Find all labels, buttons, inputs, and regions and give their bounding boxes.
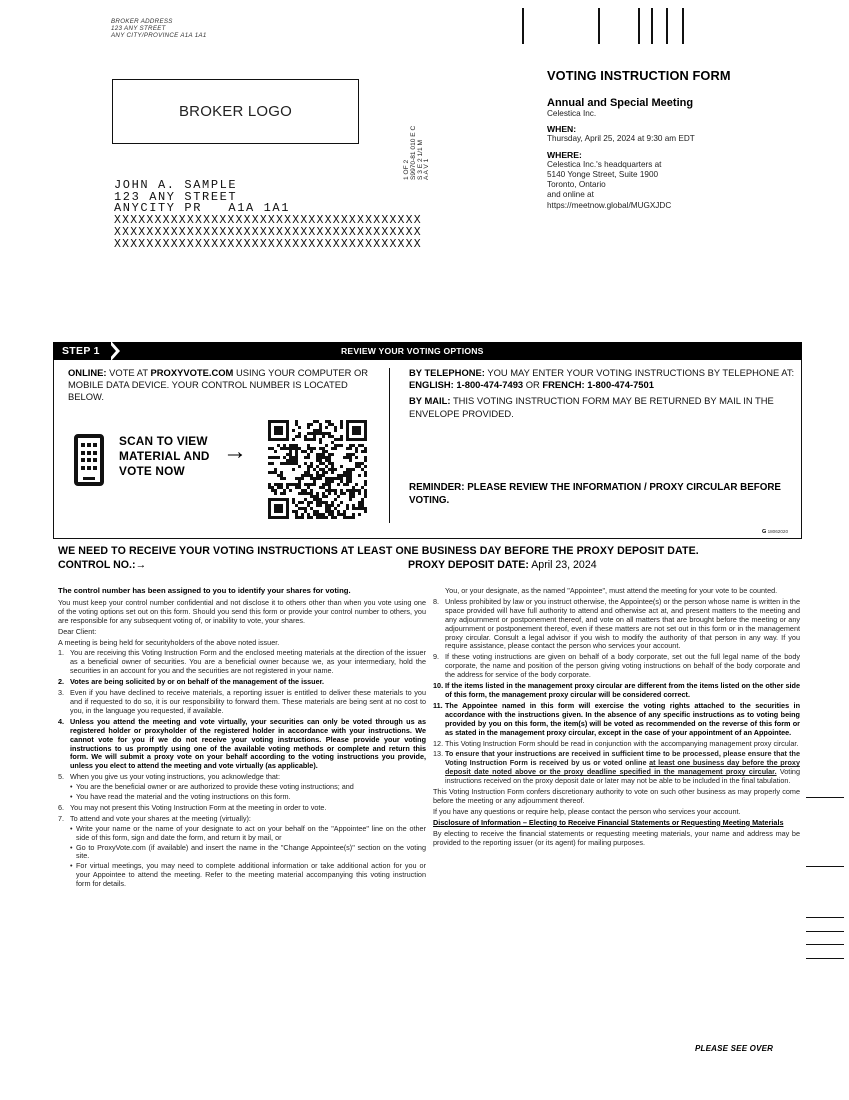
- recipient-street: 123 ANY STREET: [114, 189, 238, 204]
- online-option: [68, 367, 384, 404]
- disclosure-title: Disclosure of Information – Electing to Receive Financial Statements or Requesting Meeting Materials: [433, 817, 784, 827]
- mail-text: THIS VOTING INSTRUCTION FORM MAY BE RETURNED BY MAIL IN THE ENVELOPE PROVIDED.: [409, 395, 774, 419]
- broker-logo: BROKER LOGO: [112, 79, 359, 144]
- list-item-text: Voting instructions received on the proxy deposit date or later may not be able to be included in the final tabulation.: [445, 767, 801, 786]
- instructions-left-column: [58, 587, 426, 891]
- step-title: REVIEW YOUR VOTING OPTIONS: [341, 346, 484, 356]
- list-item-text: Unless you attend the meeting and vote virtually, your securities can only be voted through us as registered holder or proxyholder of the registered holder in accordance with your instructions. We cannot vote for you if we do not receive your voting instructions. Please provide your voting instructions to us promptly using one of the available voting methods or complete and return this form. We will submit a proxy vote on your behalf according to the voting instructions you provide, unless you elect to attend the meeting and vote virtually (as applicable).: [70, 716, 426, 771]
- list-item-text: You may not present this Voting Instruction Form at the meeting in order to vote.: [70, 802, 327, 812]
- where-line: Toronto, Ontario: [547, 180, 606, 190]
- company-name: Celestica Inc.: [547, 109, 597, 118]
- online-label: ONLINE:: [68, 367, 107, 378]
- when-value: Thursday, April 25, 2024 at 9:30 am EDT: [547, 134, 695, 144]
- list-item-text-bold: To ensure that your instructions are received in sufficient time to be processed, please ensure that the Voting Instruction Form is received by us or voted online: [445, 749, 800, 768]
- list-item-text: You are receiving this Voting Instruction Form and the enclosed meeting materials at the direction of the issuer as a beneficial owner of securities. You are a beneficial owner because we, as your intermediary, hold the securities in an account for you and the securities are not registered in your name.: [70, 648, 426, 676]
- form-title: VOTING INSTRUCTION FORM: [547, 68, 731, 83]
- meeting-type: Annual and Special Meeting: [547, 97, 694, 109]
- arrow-right-icon: →: [223, 438, 247, 465]
- vertical-code-line: A A V 1: [423, 158, 431, 180]
- list-item: 2. Votes are being solicited by or on behalf of the management of the issuer.: [58, 677, 325, 687]
- english-phone[interactable]: 1-800-474-7493: [456, 379, 524, 391]
- mobile-phone-icon: [74, 434, 104, 486]
- list-item: 9. If these voting instructions are given on behalf of a body corporate, set out the full legal name of the body corporate, the name and position of the person giving voting instructions on behalf of the body corporate and the address for service of the body corporate.: [433, 652, 800, 680]
- instruction-list-continued: [433, 598, 800, 786]
- list-item: 6. You may not present this Voting Instruction Form at the meeting in order to vote.: [58, 802, 327, 812]
- meeting-notice: A meeting is being held for securityholders of the above noted issuer.: [58, 637, 280, 647]
- french-label: FRENCH:: [542, 379, 585, 391]
- list-item-text: The Appointee named in this form will exercise the voting rights attached to the securities in accordance with the instructions given. In the absence of any specific instructions as to voting being provided by you on this form, the item(s) will be voted as recommended on the reverse of this form or as stated in the management proxy circular, except in the case of your appointment of an Appointee.: [445, 700, 800, 737]
- proxy-deposit-date: [408, 559, 597, 571]
- telephone-text: YOU MAY ENTER YOUR VOTING INSTRUCTIONS BY TELEPHONE AT:: [487, 367, 795, 378]
- list-item-text: If the items listed in the management proxy circular are different from the items listed on the other side of this form, the management proxy circular will be considered correct.: [445, 681, 800, 699]
- control-number-lead: The control number has been assigned to you to identify your shares for voting.: [58, 586, 351, 595]
- step-arrow-icon-inner: [109, 343, 116, 359]
- margin-mark: [806, 944, 844, 945]
- deadline-notice: WE NEED TO RECEIVE YOUR VOTING INSTRUCTIONS AT LEAST ONE BUSINESS DAY BEFORE THE PROXY DEPOSIT DATE.: [58, 545, 699, 557]
- where-line: and online at: [547, 190, 594, 200]
- list-item-text-underlined: at least one business day before the proxy deposit date noted above or the proxy deadline specified in the management proxy circular.: [445, 758, 800, 777]
- instruction-list: [58, 649, 426, 889]
- telephone-option: [409, 367, 797, 391]
- meeting-info: [547, 97, 817, 211]
- list-item: 4. Unless you attend the meeting and vote virtually, your securities can only be voted through us as registered holder or proxyholder of the registered holder in accordance with your instructions. We cannot vote for you if we do not receive your voting instructions. Please provide your voting instructions to us promptly using one of the available voting methods or complete and return this form. We will submit a proxy vote on your behalf according to the voting instructions you provide, unless you elect to attend the meeting and vote virtually (as applicable).: [58, 716, 426, 771]
- list-item: 10. If the items listed in the management proxy circular are different from the items listed on the other side of this form, the management proxy circular will be considered correct.: [433, 681, 800, 699]
- list-item: 12. This Voting Instruction Form should be read in conjunction with the accompanying management proxy circular.: [433, 738, 799, 748]
- telephone-mail-options: [409, 367, 797, 420]
- online-post: USING YOUR COMPUTER OR MOBILE DATA DEVICE. YOUR CONTROL NUMBER IS LOCATED BELOW.: [68, 367, 369, 403]
- list-item: 11. The Appointee named in this form will exercise the voting rights attached to the securities in accordance with the instructions given. In the absence of any specific instructions as to voting being provided by you on this form, the item(s) will be voted as recommended on the reverse of this form or as stated in the management proxy circular, except in the case of your appointment of an Appointee.: [433, 700, 800, 737]
- sub-list-item: • You are the beneficial owner or are authorized to provide these voting instructions; and: [70, 783, 426, 792]
- recipient-filler-line: XXXXXXXXXXXXXXXXXXXXXXXXXXXXXXXXXXXXXX: [114, 237, 422, 251]
- margin-mark: [806, 797, 844, 798]
- form-code: [762, 529, 788, 535]
- telephone-label: BY TELEPHONE:: [409, 367, 485, 378]
- broker-address-line: 123 ANY STREET: [111, 25, 166, 33]
- vertical-code-line: S9970-81 010 E C: [409, 125, 417, 180]
- list-item: 7. To attend and vote your shares at the meeting (virtually): • Write your name or the name of your designate to act on your behalf on the "Appointee" line on the other side of this form, sign and date the form, and return it by mail, or • Go to ProxyVote.com (if available) and insert the name in the "Change Appointee(s)" section on the voting site. • For virtual meetings, you may need to complete additional information or take additional action for you or your Appointee to attend the meeting. Refer to the meeting material accompanying this voting instruction form for details.: [58, 815, 426, 889]
- meeting-url[interactable]: https://meetnow.global/MUGXJDC: [547, 200, 672, 210]
- control-number-label: CONTROL NO.:→: [58, 559, 147, 571]
- please-see-over: PLEASE SEE OVER: [695, 1044, 774, 1053]
- list-item-text: To attend and vote your shares at the meeting (virtually):: [70, 813, 251, 823]
- step-label: STEP 1: [62, 345, 100, 357]
- phone-or: OR: [525, 379, 540, 391]
- form-code-prefix: G: [762, 529, 767, 535]
- recipient-name: JOHN A. SAMPLE: [114, 178, 238, 192]
- list-item-text: This Voting Instruction Form should be read in conjunction with the accompanying management proxy circular.: [445, 738, 799, 748]
- questions-paragraph: If you have any questions or require help, please contact the person who services your account.: [433, 806, 741, 816]
- scan-line: MATERIAL AND: [119, 449, 210, 463]
- sub-list-item: • Go to ProxyVote.com (if available) and insert the name in the "Change Appointee(s)" section on the voting site.: [70, 844, 426, 862]
- list-item: 3. Even if you have declined to receive materials, a reporting issuer is entitled to deliver these materials to you and if requested to do so, it is our responsibility to forward them. These materials are being sent at no cost to you, in the language you requested, if available.: [58, 688, 426, 715]
- list-item-text: When you give us your voting instructions, you acknowledge that:: [70, 772, 280, 782]
- recipient-address: [114, 180, 422, 251]
- broker-address: [111, 18, 207, 40]
- margin-mark: [806, 931, 844, 932]
- salutation: Dear Client:: [58, 626, 97, 636]
- deposit-date-value: April 23, 2024: [531, 559, 597, 571]
- when-label: WHEN:: [547, 124, 577, 135]
- sub-list-item: • For virtual meetings, you may need to complete additional information or take additional action for you or your Appointee to attend the meeting. Refer to the meeting material accompanying this voting instruction form for details.: [70, 862, 426, 889]
- proxyvote-link[interactable]: PROXYVOTE.COM: [150, 367, 234, 378]
- vertical-codes: [404, 126, 431, 180]
- deposit-label: PROXY DEPOSIT DATE:: [408, 559, 529, 571]
- list-item-text: Unless prohibited by law or you instruct otherwise, the Appointee(s) or the person whose name is written in the space provided will have full authority to attend and otherwise act at, and present matters to the meeting and any adjournment or postponement thereof, and vote on all matters that are brought before the meeting or any adjournment or postponement thereof, even if these matters are not set out in this form or in the management proxy circular. Consult a legal advisor if you wish to modify the authority of that person in any way. If you require assistance, please contact the person who services your account.: [445, 596, 800, 651]
- online-pre: VOTE AT: [109, 367, 148, 378]
- margin-mark: [806, 958, 844, 959]
- where-label: WHERE:: [547, 149, 582, 160]
- where-line: 5140 Yonge Street, Suite 1900: [547, 170, 659, 180]
- scan-line: SCAN TO VIEW: [119, 434, 208, 448]
- disclosure-paragraph: By electing to receive the financial statements or requesting meeting materials, your name and address may be provided to the reporting issuer (or its agent) for mailing purposes.: [433, 828, 800, 847]
- margin-mark: [806, 917, 844, 918]
- recipient-city: ANYCITY PR A1A 1A1: [114, 201, 291, 216]
- sub-list-item: • Write your name or the name of your designate to act on your behalf on the "Appointee" line on the other side of this form, sign and date the form, and return it by mail, or: [70, 825, 426, 843]
- column-divider: [389, 368, 390, 523]
- appointee-continuation: You, or your designate, as the named "Appointee", must attend the meeting for your vote to be counted.: [445, 586, 778, 595]
- recipient-filler-line: XXXXXXXXXXXXXXXXXXXXXXXXXXXXXXXXXXXXXX: [114, 225, 422, 239]
- mail-label: BY MAIL:: [409, 395, 451, 407]
- discretion-paragraph: This Voting Instruction Form confers discretionary authority to vote on such other business as may properly come before the meeting or any adjournment thereof.: [433, 787, 800, 805]
- vertical-code-line: 1 OF 2: [403, 159, 410, 180]
- intro-paragraph: You must keep your control number confidential and not disclose it to others other than when you vote using one of the voting options set out on this form. Should you send this form or provide your control number to others, you are responsible for any subsequent voting of, or inability to vote, your shares.: [58, 597, 426, 625]
- where-line: Celestica Inc.'s headquarters at: [547, 159, 662, 169]
- list-item-text: Votes are being solicited by or on behalf of the management of the issuer.: [70, 677, 325, 687]
- recipient-filler-line: XXXXXXXXXXXXXXXXXXXXXXXXXXXXXXXXXXXXXX: [114, 213, 422, 227]
- list-item: 5. When you give us your voting instructions, you acknowledge that: • You are the beneficial owner or are authorized to provide these voting instructions; and • You have read the material and the voting instructions on this form.: [58, 773, 426, 802]
- scan-line: VOTE NOW: [119, 464, 185, 478]
- list-item-text: Even if you have declined to receive materials, a reporting issuer is entitled to deliver these materials to you and if requested to do so, it is our responsibility to forward them. These materials are being sent at no cost to you, in the language you requested, if available.: [70, 688, 426, 715]
- instructions-right-column: [433, 587, 800, 849]
- reminder: REMINDER: PLEASE REVIEW THE INFORMATION / PROXY CIRCULAR BEFORE VOTING.: [409, 482, 781, 506]
- list-item: 8. Unless prohibited by law or you instruct otherwise, the Appointee(s) or the person whose name is written in the space provided will have full authority to attend and otherwise act at, and present matters to the meeting and any adjournment or postponement thereof, and vote on all matters that are brought before the meeting or any adjournment or postponement thereof, even if these matters are not set out in this form or in the management proxy circular. Consult a legal advisor if you wish to modify the authority of that person in any way. If you require assistance, please contact the person who services your account.: [433, 596, 800, 651]
- list-item-text: If these voting instructions are given on behalf of a body corporate, set out the full legal name of the body corporate, the name and position of the person giving voting instructions on behalf of the body corporate and the address for service of the body corporate.: [445, 652, 800, 680]
- qr-code[interactable]: [268, 420, 367, 519]
- vertical-code-line: S 3 E 2 1/1 M: [416, 140, 424, 180]
- broker-address-line: ANY CITY/PROVINCE A1A 1A1: [111, 32, 207, 40]
- scan-instructions: [119, 434, 210, 479]
- broker-address-line: BROKER ADDRESS: [111, 18, 173, 25]
- form-code-number: 18062020: [767, 529, 789, 534]
- sub-list-item: • You have read the material and the voting instructions on this form.: [70, 793, 426, 802]
- postal-barcode: [520, 8, 690, 44]
- margin-mark: [806, 866, 844, 867]
- french-phone[interactable]: 1-800-474-7501: [587, 379, 654, 391]
- list-item: 13. To ensure that your instructions are received in sufficient time to be processed, please ensure that the Voting Instruction Form is received by us or voted online at least one business day before the proxy deposit date noted above or the proxy deadline specified in the management proxy circular. Voting instructions received on the proxy deposit date or later may not be able to be included in the final tabulation.: [433, 749, 801, 786]
- list-item: 1. You are receiving this Voting Instruction Form and the enclosed meeting materials at the direction of the issuer as a beneficial owner of securities. You are a beneficial owner because we, as your intermediary, hold the securities in an account for you and the securities are not registered in your name.: [58, 648, 426, 676]
- step-header: [53, 342, 802, 360]
- english-label: ENGLISH:: [409, 379, 454, 391]
- mail-option: [409, 395, 797, 419]
